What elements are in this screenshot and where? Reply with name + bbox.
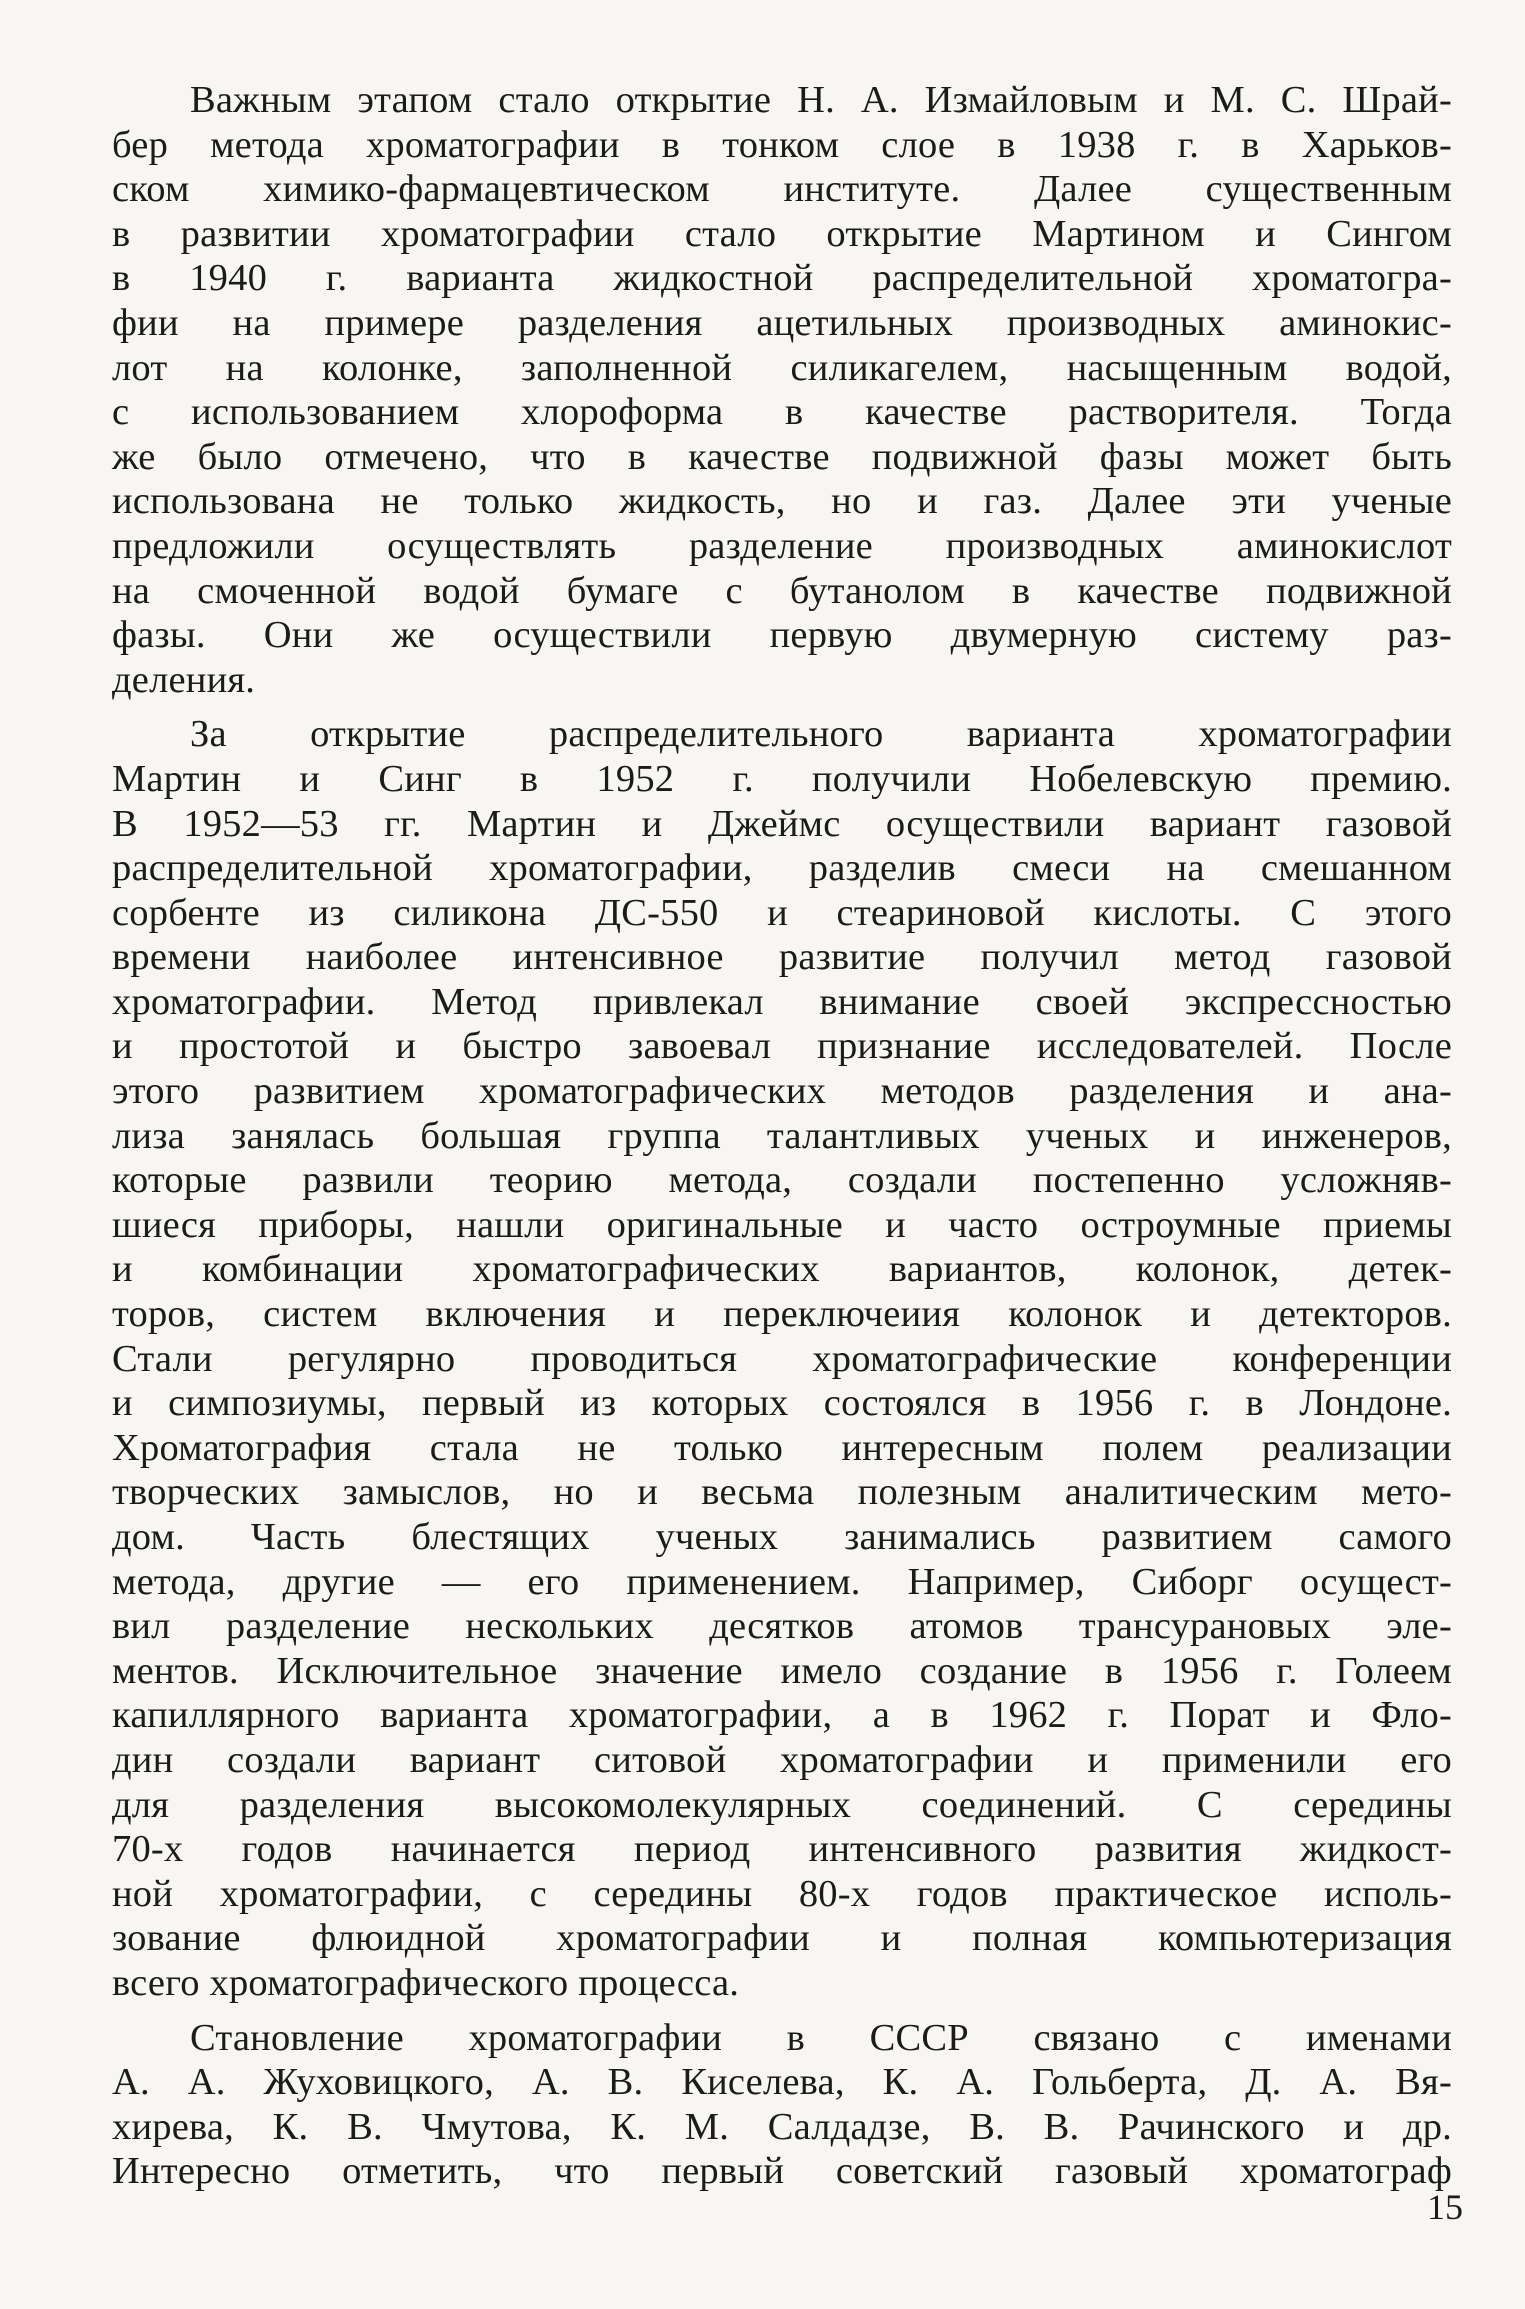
text-line: которые развили теорию метода, создали постепенно усложняв-: [112, 1159, 1452, 1202]
page-body: [112, 78, 1452, 2194]
text-line: фии на примере разделения ацетильных производных аминокис-: [112, 301, 1452, 344]
text-line: ском химико-фармацевтическом институте. Далее существенным: [112, 168, 1452, 211]
text-line: же было отмечено, что в качестве подвижной фазы может быть: [112, 435, 1452, 478]
text-line: вил разделение нескольких десятков атомов трансурановых эле-: [112, 1605, 1452, 1648]
text-line: Стали регулярно проводиться хроматографические конференции: [112, 1337, 1452, 1380]
text-line: капиллярного варианта хроматографии, а в 1962 г. Порат и Фло-: [112, 1694, 1452, 1737]
text-line: Становление хроматографии в СССР связано с именами: [190, 2016, 1452, 2059]
text-line: деления.: [112, 658, 256, 701]
text-line: всего хроматографического процесса.: [112, 1961, 740, 2004]
text-line: творческих замыслов, но и весьма полезным аналитическим мето-: [112, 1471, 1452, 1514]
text-line: хроматографии. Метод привлекал внимание своей экспрессностью: [112, 980, 1452, 1023]
text-line: ментов. Исключительное значение имело создание в 1956 г. Голеем: [112, 1649, 1452, 1692]
text-line: использована не только жидкость, но и газ. Далее эти ученые: [112, 480, 1452, 523]
text-line: лиза занялась большая группа талантливых ученых и инженеров,: [112, 1114, 1452, 1157]
text-line: сорбенте из силикона ДС-550 и стеариновой кислоты. С этого: [112, 891, 1452, 934]
text-line: дом. Часть блестящих ученых занимались развитием самого: [112, 1516, 1452, 1558]
text-line: Мартин и Синг в 1952 г. получили Нобелевскую премию.: [112, 757, 1452, 800]
text-line: хирева, К. В. Чмутова, К. М. Салдадзе, В. В. Рачинского и др.: [112, 2105, 1452, 2148]
text-line: В 1952—53 гг. Мартин и Джеймс осуществили вариант газовой: [112, 802, 1452, 845]
text-line: бер метода хроматографии в тонком слое в 1938 г. в Харьков-: [112, 123, 1452, 166]
text-line: шиеся приборы, нашли оригинальные и часто остроумные приемы: [112, 1203, 1452, 1246]
text-line: А. А. Жуховицкого, А. В. Киселева, К. А. Гольберта, Д. А. Вя-: [112, 2061, 1452, 2104]
text-line: и простотой и быстро завоевал признание исследователей. После: [112, 1025, 1452, 1068]
text-line: лот на колонке, заполненной силикагелем, насыщенным водой,: [112, 346, 1452, 389]
text-line: торов, систем включения и переключеиия колонок и детекторов.: [112, 1293, 1452, 1336]
text-line: предложили осуществлять разделение производных аминокислот: [112, 524, 1452, 567]
text-line: Важным этапом стало открытие Н. А. Измайловым и М. С. Шрай-: [190, 79, 1452, 121]
text-line: на смоченной водой бумаге с бутанолом в качестве подвижной: [112, 569, 1452, 612]
text-line: Интересно отметить, что первый советский газовый хроматограф: [112, 2150, 1452, 2193]
text-line: Хроматография стала не только интересным полем реализации: [112, 1426, 1452, 1469]
text-line: в 1940 г. варианта жидкостной распределительной хроматогра-: [112, 257, 1452, 300]
paragraph-1: [112, 78, 1452, 702]
text-line: для разделения высокомолекулярных соединений. С середины: [112, 1783, 1452, 1826]
text-line: зование флюидной хроматографии и полная компьютеризация: [112, 1917, 1452, 1960]
text-line: и комбинации хроматографических вариантов, колонок, детек-: [112, 1248, 1452, 1291]
text-line: дин создали вариант ситовой хроматографии и применили его: [112, 1738, 1452, 1781]
text-line: и симпозиумы, первый из которых состоялся в 1956 г. в Лондоне.: [112, 1382, 1452, 1425]
text-line: метода, другие — его применением. Например, Сиборг осущест-: [112, 1560, 1452, 1603]
page-number: 15: [1427, 2187, 1463, 2227]
text-line: с использованием хлороформа в качестве растворителя. Тогда: [112, 391, 1452, 434]
text-line: ной хроматографии, с середины 80-х годов практическое исполь-: [112, 1872, 1452, 1915]
text-line: в развитии хроматографии стало открытие Мартином и Сингом: [112, 212, 1452, 255]
text-line: За открытие распределительного варианта хроматографии: [190, 713, 1452, 756]
text-line: 70-х годов начинается период интенсивного развития жидкост-: [112, 1828, 1452, 1871]
text-line: фазы. Они же осуществили первую двумерную систему раз-: [112, 614, 1452, 657]
paragraph-3: [112, 2016, 1452, 2194]
text-line: времени наиболее интенсивное развитие получил метод газовой: [112, 936, 1452, 979]
text-line: этого развитием хроматографических методов разделения и ана-: [112, 1070, 1452, 1113]
text-line: распределительной хроматографии, разделив смеси на смешанном: [112, 847, 1452, 890]
paragraph-2: [112, 712, 1452, 2005]
